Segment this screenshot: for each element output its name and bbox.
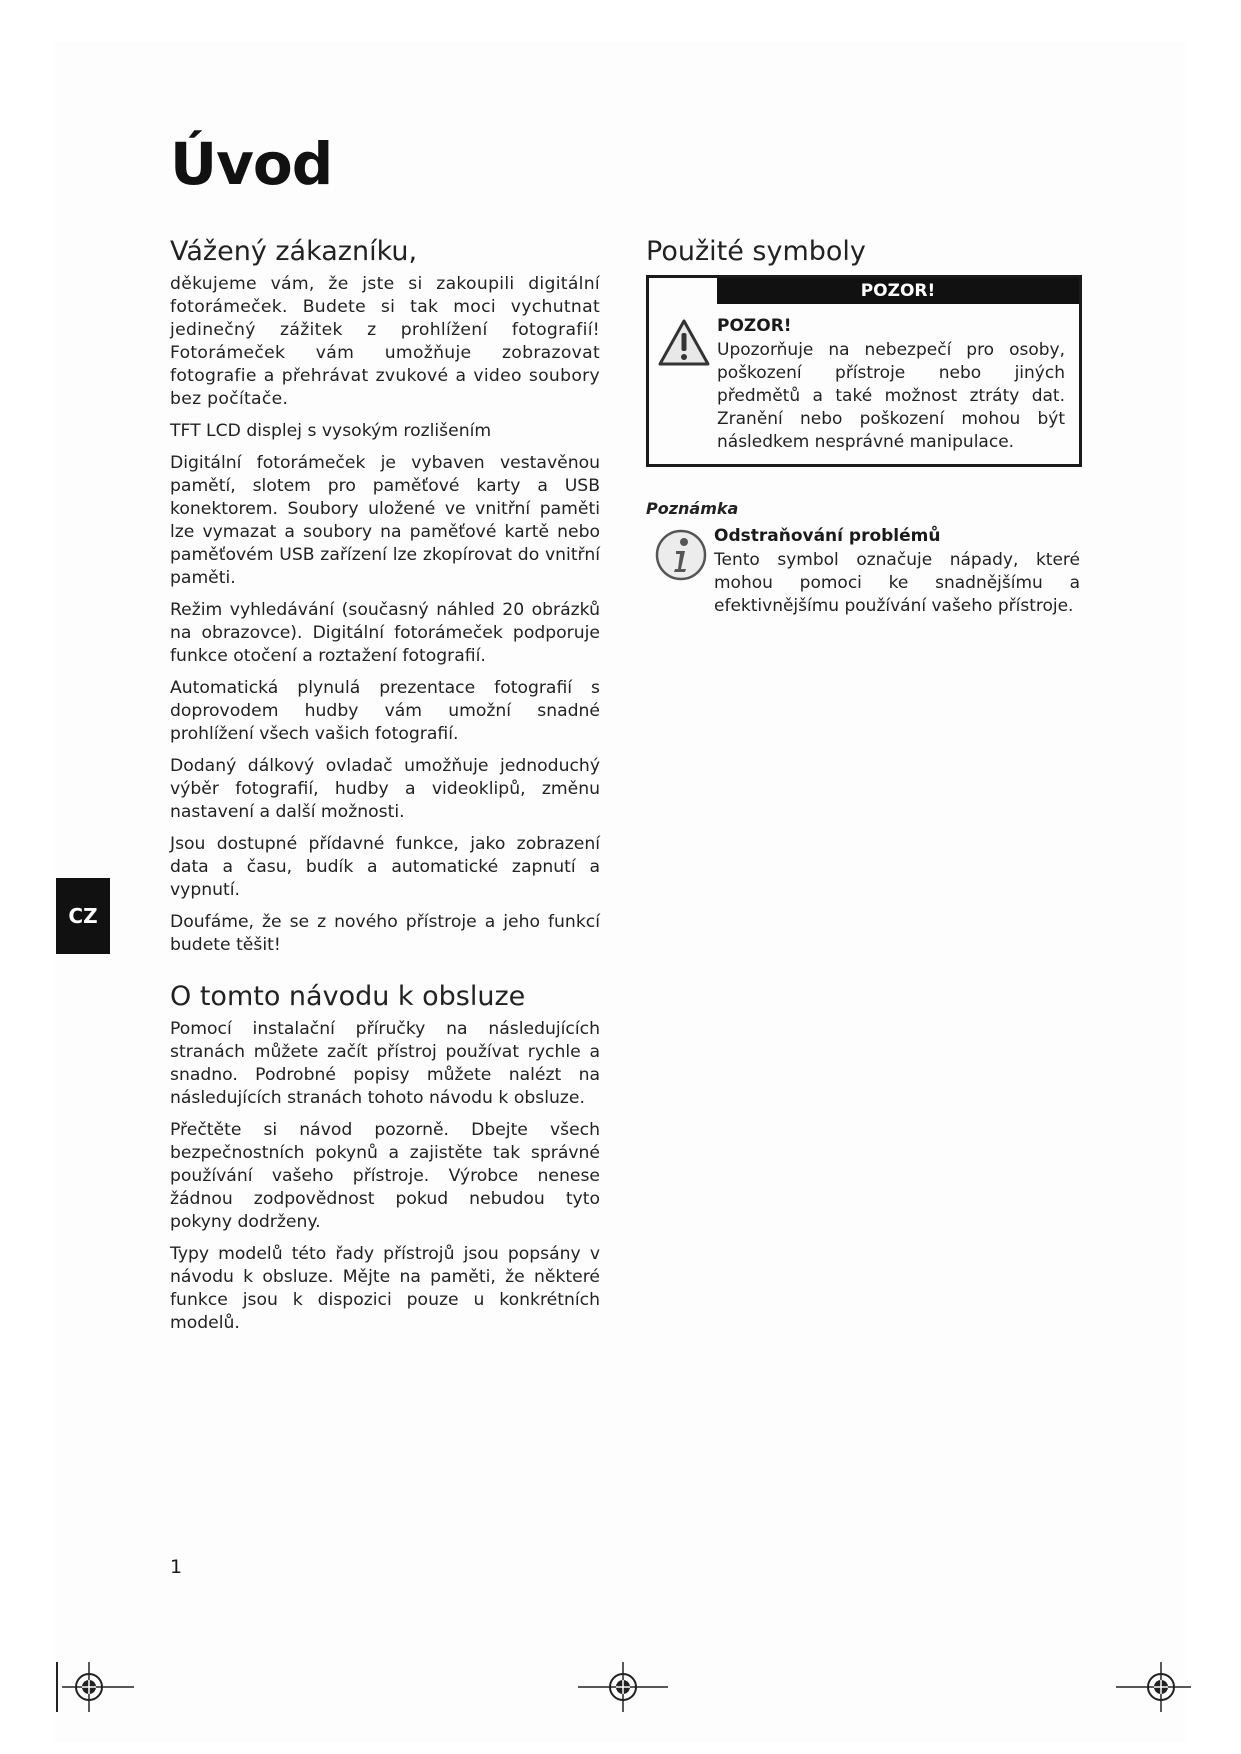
intro-paragraph: děkujeme vám, že jste si zakoupili digitální fotorámeček. Budete si tak moci vychutnat jedinečný zážitek z prohlížení fotografií! Fotorámeček vám umožňuje zobrazovat fotografie a přehrávat zvukové a video soubory bez počítače. bbox=[170, 274, 600, 409]
note-body bbox=[646, 526, 1094, 618]
feature-remote: Dodaný dálkový ovladač umožňuje jednoduchý výběr fotografií, hudby a videoklipů, změnu nastavení a další možnosti. bbox=[170, 756, 600, 822]
registration-mark-icon bbox=[44, 1642, 134, 1732]
registration-mark-icon bbox=[1116, 1642, 1206, 1732]
registration-mark-icon bbox=[578, 1642, 668, 1732]
symbols-heading: Použité symboly bbox=[646, 236, 866, 267]
left-column bbox=[170, 236, 600, 1344]
manual-paragraph: Typy modelů této řady přístrojů jsou popsány v návodu k obsluze. Mějte na paměti, že některé funkce jsou k dispozici pouze u konkrétních modelů. bbox=[170, 1244, 600, 1333]
manual-paragraph: Přečtěte si návod pozorně. Dbejte všech bezpečnostních pokynů a zajistěte tak správné používání vašeho přístroje. Výrobce nenese žádnou zodpovědnost pokud nebudou tyto pokyny dodrženy. bbox=[170, 1120, 600, 1232]
info-icon bbox=[654, 528, 708, 582]
note-title: Odstraňování problémů bbox=[714, 526, 941, 546]
feature-slideshow: Automatická plynulá prezentace fotografií s doprovodem hudby vám umožní snadné prohlížení všech vašich fotografií. bbox=[170, 678, 600, 744]
note-label: Poznámka bbox=[646, 499, 739, 518]
warning-title: POZOR! bbox=[717, 316, 792, 336]
note-text: Tento symbol označuje nápady, které mohou pomoci ke snadnějšímu a efektivnějšímu používání vašeho přístroje. bbox=[714, 550, 1080, 616]
feature-memory: Digitální fotorámeček je vybaven vestavěnou pamětí, slotem pro paměťové karty a USB konektorem. Soubory uložené ve vnitřní paměti lze vymazat a soubory na paměťové kartě nebo paměťovém USB zařízení lze zkopírovat do vnitřní paměti. bbox=[170, 453, 600, 588]
page-title: Úvod bbox=[170, 130, 333, 198]
page-number: 1 bbox=[170, 1556, 183, 1578]
language-tab: CZ bbox=[56, 878, 110, 954]
greeting-heading: Vážený zákazníku, bbox=[170, 236, 418, 267]
feature-browse: Režim vyhledávání (současný náhled 20 obrázků na obrazovce). Digitální fotorámeček podporuje funkce otočení a roztažení fotografií. bbox=[170, 600, 600, 666]
warning-triangle-icon bbox=[657, 318, 711, 368]
feature-display: TFT LCD displej s vysokým rozlišením bbox=[170, 421, 492, 441]
warning-box bbox=[646, 275, 1082, 467]
feature-extras: Jsou dostupné přídavné funkce, jako zobrazení data a času, budík a automatické zapnutí a vypnutí. bbox=[170, 834, 600, 900]
right-column bbox=[646, 236, 1082, 622]
warning-text: Upozorňuje na nebezpečí pro osoby, poškození přístroje nebo jiných předmětů a také možnost ztráty dat. Zranění nebo poškození mohou být následkem nesprávné manipulace. bbox=[717, 340, 1065, 452]
manual-section-heading: O tomto návodu k obsluze bbox=[170, 981, 526, 1012]
warning-body bbox=[649, 304, 1079, 464]
closing-paragraph: Doufáme, že se z nového přístroje a jeho funkcí budete těšit! bbox=[170, 912, 600, 955]
manual-paragraph: Pomocí instalační příručky na následujících stranách můžete začít přístroj používat rychle a snadno. Podrobné popisy můžete nalézt na následujících stranách tohoto návodu k obsluze. bbox=[170, 1019, 600, 1108]
warning-header: POZOR! bbox=[717, 278, 1079, 304]
